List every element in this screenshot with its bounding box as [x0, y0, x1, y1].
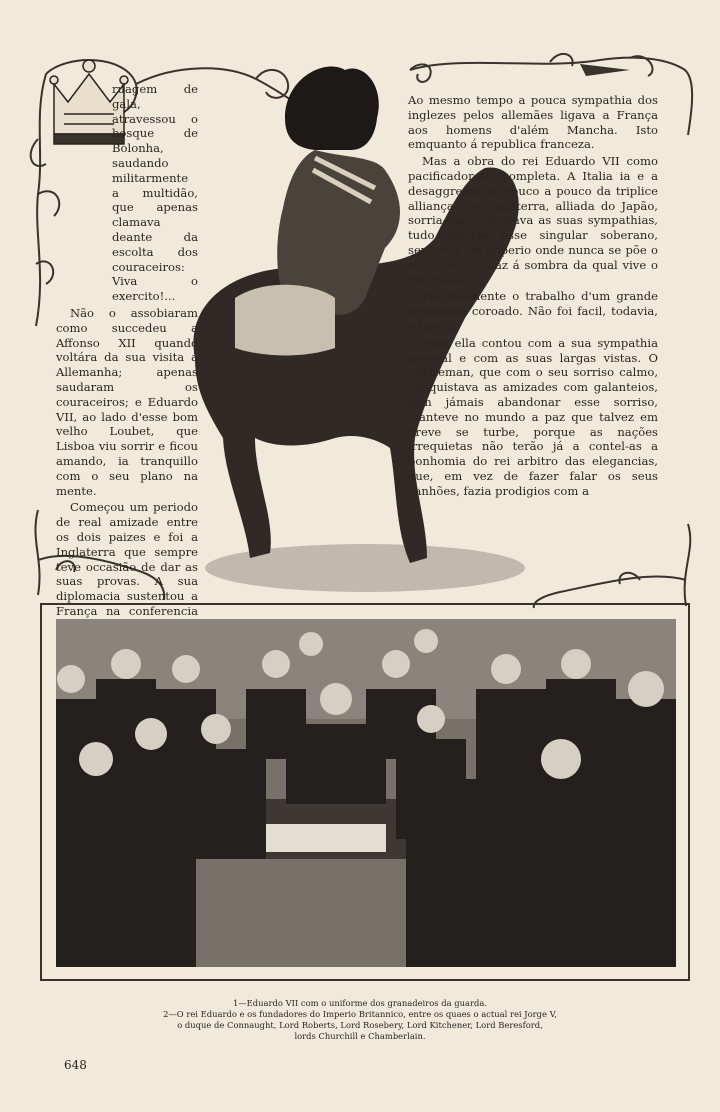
- photo-captions: [60, 998, 660, 1042]
- paragraph: Foi realmente o trabalho d'um grande diplomata coroado. Não foi facil, todavia, a tarefa.: [408, 289, 658, 333]
- paragraph: ruagem de gala, atravessou o bosque de Bolonha, saudando militarmente a multidão, que apenas clamava deante da escolta dos couraceiros: Viva o exercito!...: [112, 82, 198, 304]
- page-number: 648: [64, 1058, 87, 1072]
- paragraph: Mas a obra do rei Eduardo VII como pacificador foi completa. A Italia ia e a desaggregar-se pouco a pouco da triplice alliança e a Inglaterra, alliada do Japão, sorria-lhe, procurava as suas sympathias, tudo porque esse singular soberano, senhor d'um imperio onde nunca se põe o sol, queria a paz á sombra da qual vive o progresso.: [408, 154, 658, 287]
- paragraph: Começou um periodo de real amizade entre os dois paizes e foi a Inglaterra que sempre teve occasião de dar as suas provas. A sua diplomacia sustentou a França na conferencia: [56, 500, 198, 618]
- scroll-ornament-bottom-right: [520, 520, 700, 610]
- paragraph: Não o assobiaram como succedeu a Affonso XII quando voltára da sua visita á Allemanha; apenas saudaram os couraceiros; e Eduardo VII, ao lado d'esse bom velho Loubet, que Lisboa viu sorrir e ficou amando, ia tranquillo com o seu plano na mente.: [56, 305, 198, 498]
- caption-line: o duque de Connaught, Lord Roberts, Lord Rosebery, Lord Kitchener, Lord Beresford,: [177, 1020, 543, 1030]
- group-photograph: [56, 619, 676, 967]
- paragraph: Para ella contou com a sua sympathia pessoal e com as suas largas vistas. O gentleman, que com o seu sorriso calmo, conquistava as amizades com galanteios, sem jámais abandonar esse sorriso, manteve no mundo a paz que talvez em breve se turbe, porque as nações irrequietas não terão já a contel-as a bonhomia do rei arbitro das elegancias, que, em vez de fazer falar os seus canhões, fazia prodigios com a: [408, 335, 658, 498]
- paragraph: Ao mesmo tempo a pouca sympathia dos inglezes pelos allemães ligava a França aos homens d'além Mancha. Isto emquanto á republica franceza.: [408, 93, 658, 152]
- right-text-column: [408, 93, 658, 501]
- caption-line: 2—O rei Eduardo e os fundadores do Imperio Britannico, entre os quaes o actual rei Jorge V,: [163, 1009, 557, 1019]
- caption-line: lords Churchill e Chamberlain.: [294, 1031, 426, 1041]
- caption-line: 1—Eduardo VII com o uniforme dos granadeiros da guarda.: [232, 998, 488, 1008]
